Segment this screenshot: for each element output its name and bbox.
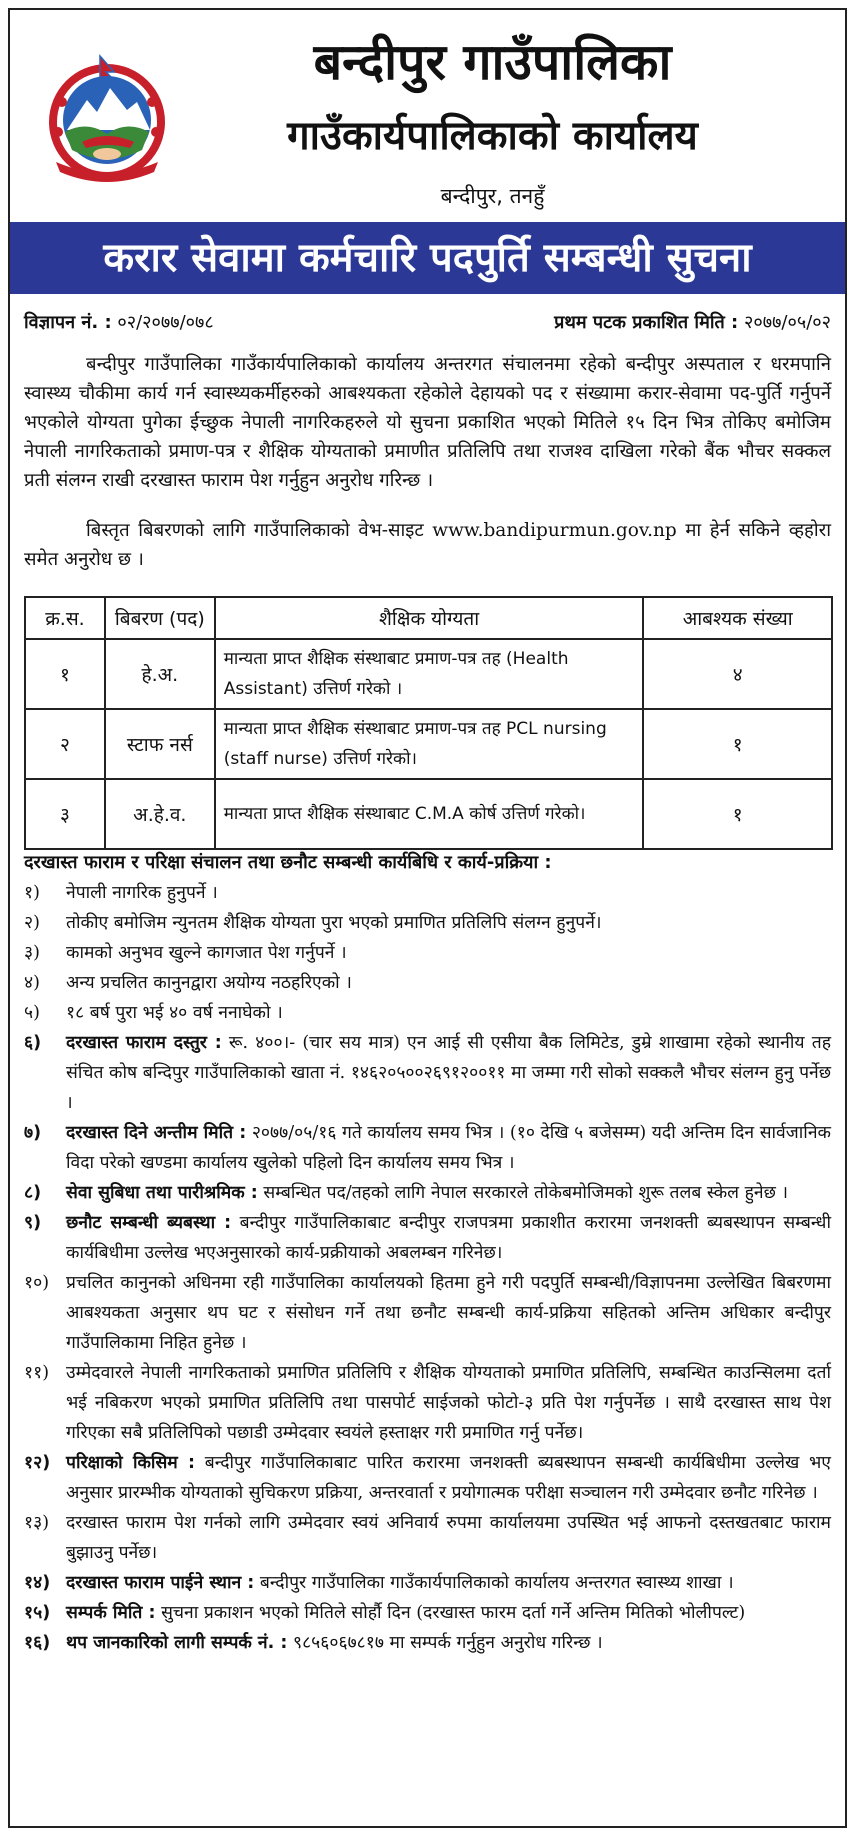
list-item-label: दरखास्त फाराम दस्तुर : bbox=[66, 1033, 222, 1053]
cell-post: अ.हे.व. bbox=[105, 779, 215, 849]
header-count: आबश्यक संख्या bbox=[643, 597, 832, 639]
cell-qualification: मान्यता प्राप्त शैक्षिक संस्थाबाट प्रमाण-पत्र तह PCL nursing (staff nurse) उत्तिर्ण गरेको। bbox=[215, 709, 644, 779]
list-item bbox=[24, 1508, 831, 1568]
list-item-number: ६) bbox=[24, 1033, 42, 1053]
intro-paragraph: बन्दीपुर गाउँपालिका गाउँकार्यपालिकाको कार्यालय अन्तरगत संचालनमा रहेको बन्दीपुर अस्पताल र धरमपानि स्वास्थ्य चौकीमा कार्य गर्न स्वास्थ्यकर्मीहरुको आबश्यकता रहेकोले देहायको पद र संख्यामा करार-सेवामा पद-पुर्ति गर्नुपर्ने भएकोले योग्यता पुगेका ईच्छुक नेपाली नागरिकहरुले यो सुचना प्रकाशित भएको मितिले १५ दिन भित्र तोकिए बमोजिम नेपाली नागरिकताको प्रमाण-पत्र र शैक्षिक योग्यताको प्रमाणीत प्रतिलिपि तथा राजश्व दाखिला गरेको बैंक भौचर सक्कल प्रती संलग्न राखी दरखास्त फाराम पेश गर्नुहुन अनुरोध गरिन्छ । bbox=[24, 354, 831, 491]
list-item-number: १२) bbox=[24, 1453, 51, 1473]
list-item bbox=[24, 968, 831, 998]
table-header-row bbox=[25, 597, 832, 639]
cell-post: स्टाफ नर्स bbox=[105, 709, 215, 779]
list-item bbox=[24, 1178, 831, 1208]
list-item-text: २०७७/०५/१६ गते कार्यालय समय भित्र । (१० देखि ५ बजेसम्म) यदी अन्तिम दिन सार्वजानिक विदा परेको खण्डमा कार्यालय खुलेको पहिलो दिन कार्यालय समय भित्र । bbox=[66, 1123, 831, 1173]
list-item bbox=[24, 1568, 831, 1598]
municipality-title: बन्दीपुर गाउँपालिका bbox=[313, 33, 672, 91]
list-item bbox=[24, 1268, 831, 1358]
header bbox=[10, 10, 845, 222]
list-item-text: नेपाली नागरिक हुनुपर्ने । bbox=[66, 883, 218, 903]
cell-post: हे.अ. bbox=[105, 639, 215, 709]
header-post: बिबरण (पद) bbox=[105, 597, 215, 639]
header-qualification: शैक्षिक योग्यता bbox=[215, 597, 644, 639]
list-item-number: ११) bbox=[24, 1363, 50, 1383]
publish-date-value: २०७७/०५/०२ bbox=[743, 312, 831, 333]
list-item-text: सम्बन्धित पद/तहको लागि नेपाल सरकारले तोकेबमोजिमको शुरू तलब स्केल हुनेछ । bbox=[263, 1183, 789, 1203]
cell-sn: २ bbox=[25, 709, 105, 779]
procedure-section bbox=[24, 848, 831, 1658]
list-item-text: दरखास्त फाराम पेश गर्नको लागि उम्मेदवार स्वयं अनिवार्य रुपमा कार्यालयमा उपस्थित भई आफनो दस्तखतबाट फाराम बुझाउनु पर्नेछ। bbox=[66, 1513, 831, 1563]
list-item-number: ३) bbox=[24, 943, 40, 963]
header-sn: क्र.स. bbox=[25, 597, 105, 639]
list-item-number: १४) bbox=[24, 1573, 51, 1593]
list-item-text: उम्मेदवारले नेपाली नागरिकताको प्रमाणित प्रतिलिपि र शैक्षिक योग्यताको प्रमाणित प्रतिलिपि, सम्बन्धित काउन्सिलमा दर्ता भई नबिकरण भएको प्रमाणित प्रतिलिपि तथा पासपोर्ट साईजको फोटो-३ प्रति पेश गर्नुपर्नेछ । साथै दरखास्त साथ पेश गरिएका सबै प्रतिलिपिको पछाडी उम्मेदवार स्वयंले हस्ताक्षर गरी प्रमाणित गर्नु पर्नेछ। bbox=[66, 1363, 831, 1443]
website-paragraph: बिस्तृत बिबरणको लागि गाउँपालिकाको वेभ-साइट www.bandipurmun.gov.np मा हेर्न सकिने व्हहोरा समेत अनुरोध छ । bbox=[24, 520, 831, 570]
ad-number-value: ०२/२०७७/०७८ bbox=[117, 312, 214, 333]
list-item-number: २) bbox=[24, 913, 40, 933]
list-item-label: छनौट सम्बन्धी ब्यबस्था : bbox=[66, 1213, 232, 1233]
cell-qualification: मान्यता प्राप्त शैक्षिक संस्थाबाट प्रमाण-पत्र तह (Health Assistant) उत्तिर्ण गरेको । bbox=[215, 639, 644, 709]
list-item-number: ८) bbox=[24, 1183, 42, 1203]
list-item bbox=[24, 908, 831, 938]
list-item-text: ९८५६०६७८१७ मा सम्पर्क गर्नुहुन अनुरोध गरिन्छ । bbox=[292, 1633, 603, 1653]
cell-sn: ३ bbox=[25, 779, 105, 849]
list-item-text: १८ बर्ष पुरा भई ४० वर्ष ननाघेको । bbox=[66, 1003, 283, 1023]
cell-count: ४ bbox=[643, 639, 832, 709]
cell-qualification: मान्यता प्राप्त शैक्षिक संस्थाबाट C.M.A कोर्ष उत्तिर्ण गरेको। bbox=[215, 779, 644, 849]
cell-count: १ bbox=[643, 709, 832, 779]
notice-meta bbox=[24, 308, 831, 338]
list-item bbox=[24, 1118, 831, 1178]
list-item-text: बन्दीपुर गाउँपालिकाबाट पारित करारमा जनशक्ती ब्यबस्थापन सम्बन्धी कार्यबिधीमा उल्लेख भए अनुसार प्रारम्भीक योग्यताको सुचिकरण प्रक्रिया, अन्तरवार्ता र प्रयोगात्मक परीक्षा सञ्चालन गरी उम्मेदवार छनौट गरिनेछ । bbox=[66, 1453, 831, 1503]
cell-sn: १ bbox=[25, 639, 105, 709]
posts-table bbox=[24, 596, 833, 850]
list-item-text: सुचना प्रकाशन भएको मितिले सोर्हौ दिन (दरखास्त फारम दर्ता गर्ने अन्तिम मितिको भोलीपल्ट) bbox=[161, 1603, 746, 1623]
list-item-number: १०) bbox=[24, 1273, 50, 1293]
list-item-number: ४) bbox=[24, 973, 40, 993]
list-item bbox=[24, 1448, 831, 1508]
list-item bbox=[24, 938, 831, 968]
ad-number-label: विज्ञापन नं. : bbox=[24, 312, 112, 333]
list-item-text: बन्दीपुर गाउँपालिकाबाट बन्दीपुर राजपत्रमा प्रकाशीत करारमा जनशक्ती ब्यबस्थापन सम्बन्धी कार्यबिधीमा उल्लेख भएअनुसारको कार्य-प्रक्रीयाको अबलम्बन गरिनेछ। bbox=[66, 1213, 831, 1263]
list-item-number: ५) bbox=[24, 1003, 40, 1023]
cell-count: १ bbox=[643, 779, 832, 849]
list-item bbox=[24, 1628, 831, 1658]
office-title: गाउँकार्यपालिकाको कार्यालय bbox=[287, 113, 698, 159]
notice-page bbox=[8, 8, 847, 1828]
list-item-label: सम्पर्क मिति : bbox=[66, 1603, 156, 1623]
list-item-number: १५) bbox=[24, 1603, 51, 1623]
list-item-label: दरखास्त दिने अन्तीम मिति : bbox=[66, 1123, 247, 1143]
list-item-label: दरखास्त फाराम पाईने स्थान : bbox=[66, 1573, 255, 1593]
list-item-label: परिक्षाको किसिम : bbox=[66, 1453, 196, 1473]
table-row bbox=[25, 709, 832, 779]
list-item-number: १) bbox=[24, 883, 40, 903]
procedure-heading: दरखास्त फाराम र परिक्षा संचालन तथा छनौट सम्बन्धी कार्यबिधि र कार्य-प्रक्रिया : bbox=[24, 852, 552, 873]
list-item bbox=[24, 1208, 831, 1268]
list-item-text: तोकीए बमोजिम न्युनतम शैक्षिक योग्यता पुरा भएको प्रमाणित प्रतिलिपि संलग्न हुनुपर्ने। bbox=[66, 913, 602, 933]
office-location: बन्दीपुर, तनहुँ bbox=[440, 184, 545, 208]
list-item bbox=[24, 998, 831, 1028]
publish-date-label: प्रथम पटक प्रकाशित मिति : bbox=[554, 312, 739, 333]
list-item-label: थप जानकारिको लागी सम्पर्क नं. : bbox=[66, 1633, 288, 1653]
list-item-text: प्रचलित कानुनको अधिनमा रही गाउँपालिका कार्यालयको हितमा हुने गरी पदपुर्ति सम्बन्धी/विज्ञापनमा उल्लेखित बिबरणमा आबश्यकता अनुसार थप घट र संसोधन गर्ने तथा छनौट सम्बन्धी कार्य-प्रक्रिया सहितको अन्तिम अधिकार बन्दीपुर गाउँपालिकामा निहित हुनेछ । bbox=[66, 1273, 831, 1353]
nepal-emblem-icon bbox=[42, 50, 172, 185]
list-item-text: रू. ४००।- (चार सय मात्र) एन आई सी एसीया बैक लिमिटेड, डुम्रे शाखामा रहेको स्थानीय तह संचित कोष बन्दिपुर गाउँपालिकाको खाता नं. १४६२०५००२६९१२००११ मा जम्मा गरी सोको सक्कलै भौचर संलग्न हुनु पर्नेछ । bbox=[66, 1033, 831, 1113]
list-item bbox=[24, 878, 831, 908]
list-item-label: सेवा सुबिधा तथा पारीश्रमिक : bbox=[66, 1183, 258, 1203]
list-item bbox=[24, 1358, 831, 1448]
list-item bbox=[24, 1598, 831, 1628]
notice-banner: करार सेवामा कर्मचारि पदपुर्ति सम्बन्धी सुचना bbox=[10, 222, 845, 294]
list-item-text: कामको अनुभव खुल्ने कागजात पेश गर्नुपर्ने । bbox=[66, 943, 347, 963]
list-item-number: ९) bbox=[24, 1213, 42, 1233]
publish-date bbox=[554, 308, 831, 338]
list-item-text: अन्य प्रचलित कानुनद्वारा अयोग्य नठहरिएको । bbox=[66, 973, 352, 993]
table-row bbox=[25, 639, 832, 709]
table-row bbox=[25, 779, 832, 849]
list-item-text: बन्दीपुर गाउँपालिका गाउँकार्यपालिकाको कार्यालय अन्तरगत स्वास्थ्य शाखा । bbox=[259, 1573, 734, 1593]
list-item-number: ७) bbox=[24, 1123, 42, 1143]
list-item bbox=[24, 1028, 831, 1118]
ad-number bbox=[24, 308, 214, 338]
list-item-number: १६) bbox=[24, 1633, 51, 1653]
list-item-number: १३) bbox=[24, 1513, 50, 1533]
